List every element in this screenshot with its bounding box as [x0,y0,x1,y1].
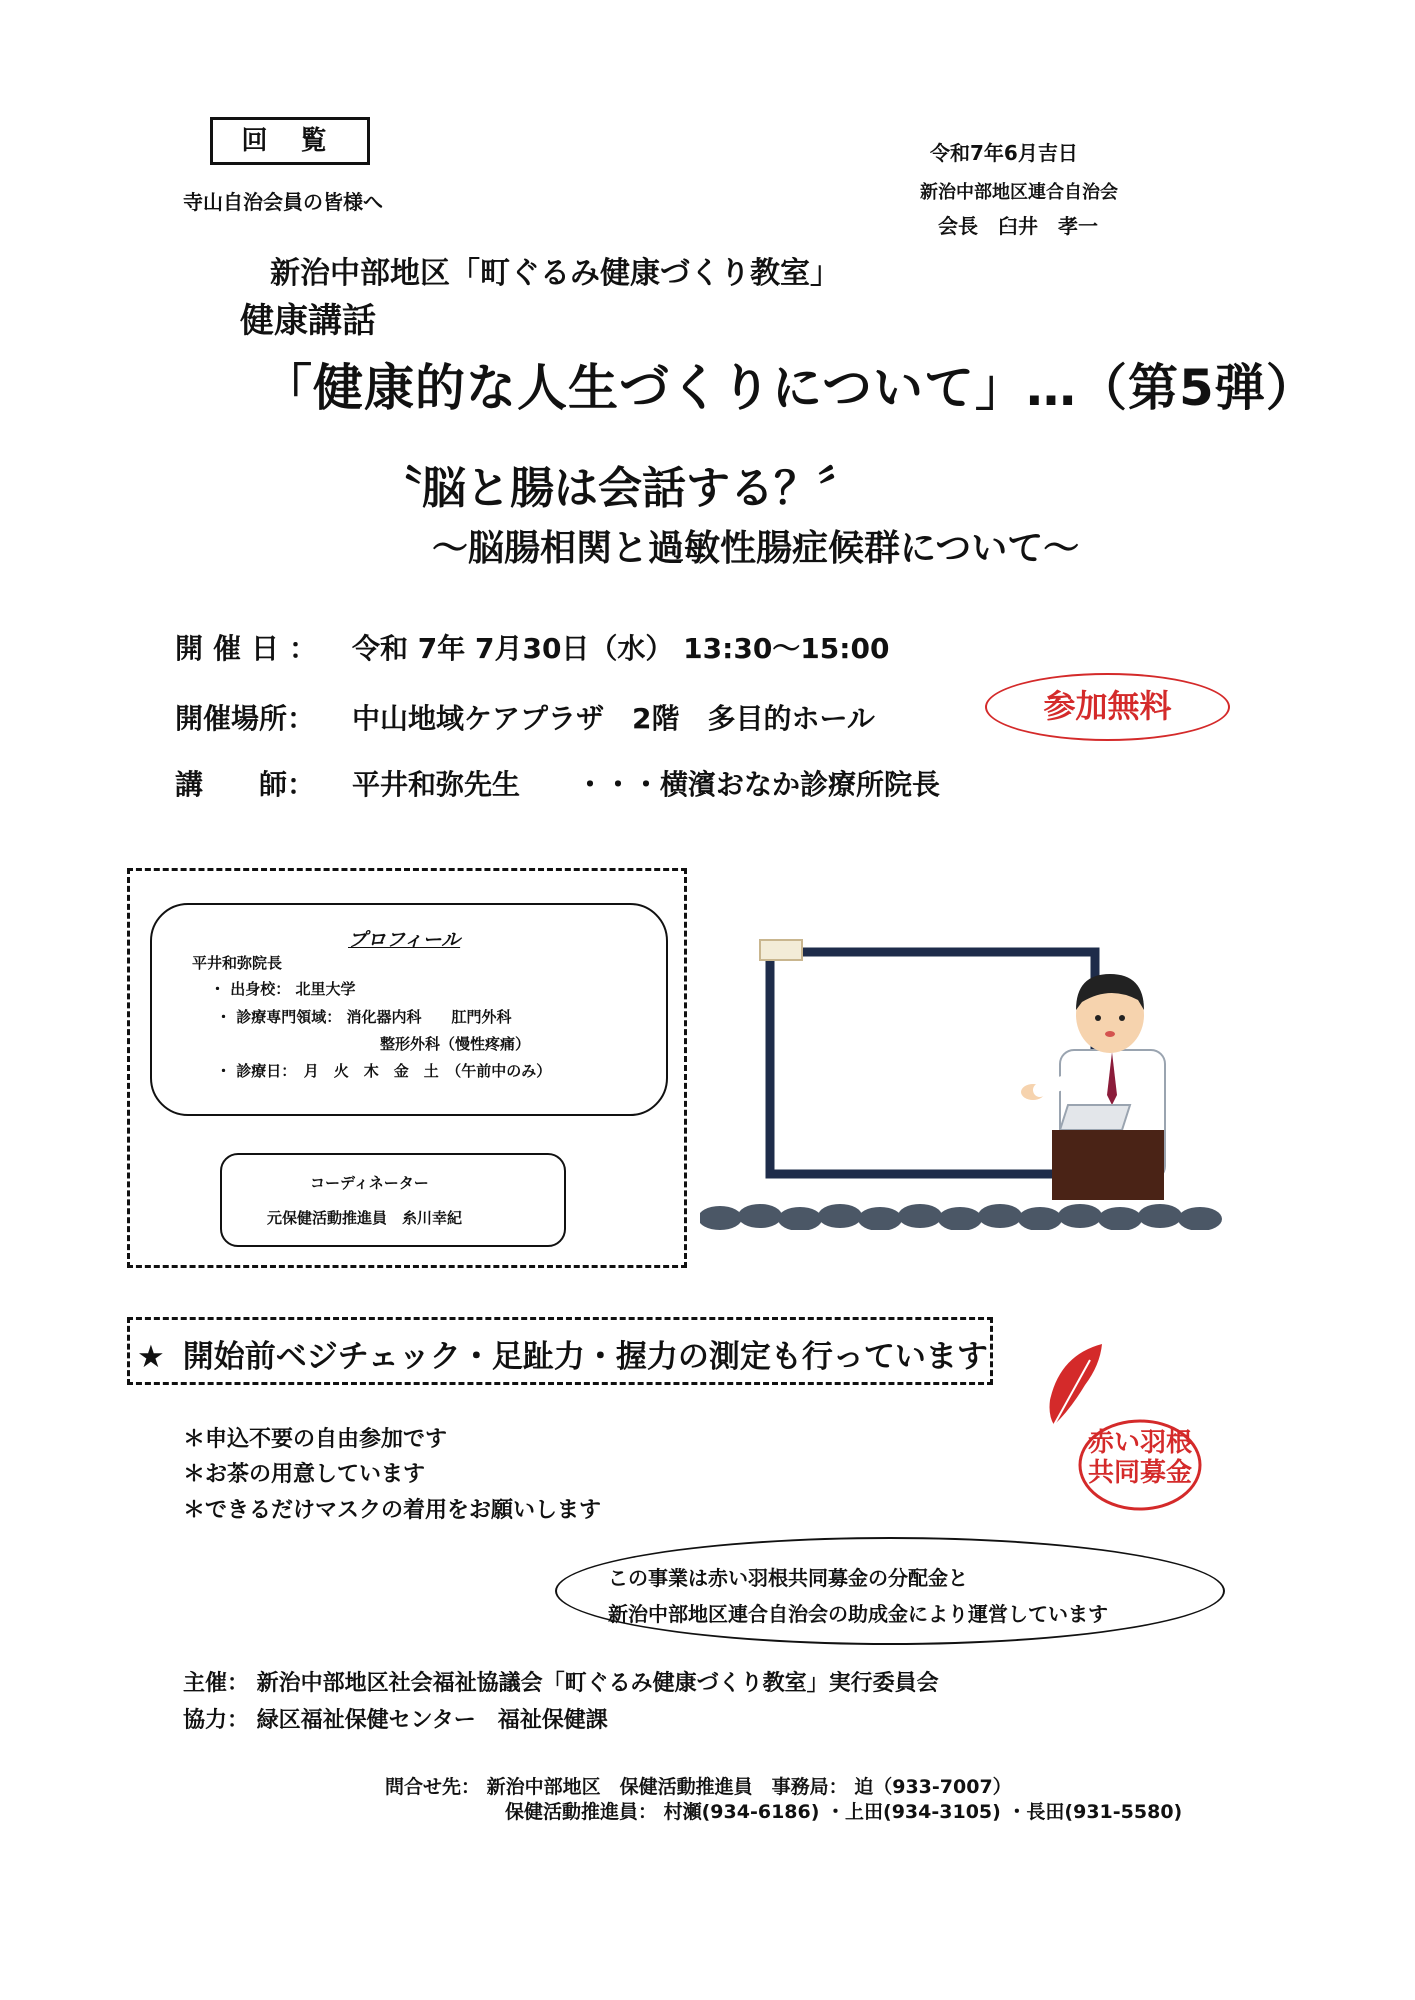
note-item: ＊お茶の用意しています [183,1462,426,1487]
cooperation-organization: 協力： 緑区福祉保健センター 福祉保健課 [183,1708,608,1733]
funding-note-line-2: 新治中部地区連合自治会の助成金により運営しています [608,1602,1108,1626]
venue-value: 中山地域ケアプラザ 2階 多目的ホール [352,702,875,735]
profile-specialty: ・ 診療専門領域： 消化器内科 肛門外科 [216,1008,512,1026]
lecturer-illustration [700,930,1240,1230]
free-admission-badge: 参加無料 [985,673,1230,741]
issue-date: 令和7年6月吉日 [930,141,1078,165]
lecture-type: 健康講話 [240,301,376,341]
note-item: ＊できるだけマスクの着用をお願いします [183,1498,602,1523]
board-eraser [760,940,802,960]
contact-line-2: 保健活動推進員： 村瀬(934-6186) ・上田(934-3105) ・長田(931-5580) [505,1801,1183,1823]
profile-title: プロフィール [348,929,461,951]
coordinator-name: 元保健活動推進員 糸川幸紀 [267,1209,463,1227]
profile-specialty-2: 整形外科（慢性疼痛） [380,1035,531,1053]
funding-note-frame [555,1537,1225,1645]
host-organization: 主催： 新治中部地区社会福祉協議会「町ぐるみ健康づくり教室」実行委員会 [183,1671,939,1696]
whiteboard [770,952,1095,1174]
funding-note-line-1: この事業は赤い羽根共同募金の分配金と [608,1566,968,1590]
audience [700,1204,1222,1230]
venue-label: 開催場所： [175,702,316,735]
profile-school: ・ 出身校： 北里大学 [210,980,356,998]
profile-clinic-days: ・ 診療日： 月 火 木 金 土 （午前中のみ） [216,1062,552,1080]
series-title: 新治中部地区「町ぐるみ健康づくり教室」 [270,256,840,291]
subtitle-2: ～脳腸相関と過敏性腸症候群について～ [432,528,1080,569]
president-name: 会長 臼井 孝一 [938,214,1098,238]
measurement-banner-text [137,1331,988,1376]
podium [1052,1130,1164,1200]
note-item: ＊申込不要の自由参加です [183,1427,448,1452]
main-title: 「健康的な人生づくりについて」…（第5弾） [262,359,1317,417]
lecturer-label: 講 師： [175,768,316,801]
circulation-stamp: 回 覧 [210,117,370,165]
measurement-text: 開始前ベジチェック・足趾力・握力の測定も行っています [182,1339,988,1375]
lecturer-value: 平井和弥先生 ・・・横濱おなか診療所院長 [352,768,941,801]
addressee: 寺山自治会員の皆様へ [183,190,383,214]
profile-name: 平井和弥院長 [192,954,283,972]
star-icon: ★ [137,1339,165,1375]
date-value: 令和 7年 7月30日（水） 13:30～15:00 [352,632,890,665]
laptop [1060,1105,1130,1130]
organization-name: 新治中部地区連合自治会 [920,182,1118,203]
coordinator-title: コーディネーター [310,1174,429,1192]
contact-line-1: 問合せ先： 新治中部地区 保健活動推進員 事務局： 迫（933-7007） [385,1776,1012,1798]
coordinator-box [220,1153,566,1247]
red-feather-label: 赤い羽根 共同募金 [1087,1428,1192,1488]
date-label: 開催日： [175,632,328,665]
subtitle: 〝脳と腸は会話する？〞 [378,463,862,514]
